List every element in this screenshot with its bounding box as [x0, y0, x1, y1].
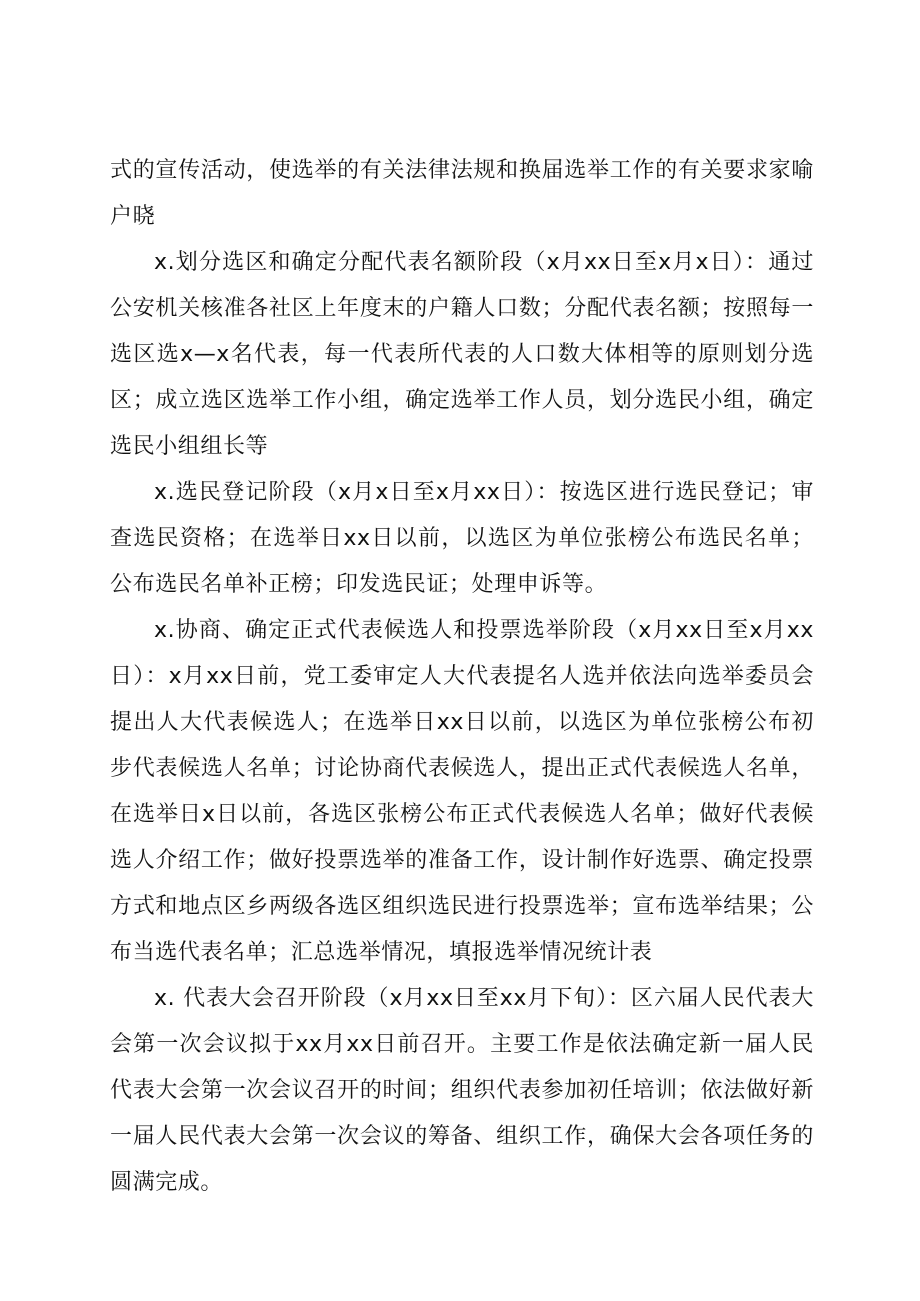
paragraph-stage-congress: x. 代表大会召开阶段（x月xx日至xx月下旬）：区六届人民代表大会第一次会议拟于xx月xx日前召开。主要工作是依法确定新一届人民代表大会第一次会议召开的时间；组织代表参加初任培训；依法做好新一届人民代表大会第一次会议的筹备、组织工作，确保大会各项任务的圆满完成。 — [110, 986, 814, 1195]
paragraph-stage-candidates: x.协商、确定正式代表候选人和投票选举阶段（x月xx日至x月xx日）：x月xx日前，党工委审定人大代表提名人选并依法向选举委员会提出人大代表候选人；在选举日xx日以前，以选区为单位张榜公布初步代表候选人名单；讨论协商代表候选人，提出正式代表候选人名单，在选举日x日以前，各选区张榜公布正式代表候选人名单；做好代表候选人介绍工作；做好投票选举的准备工作，设计制作好选票、确定投票方式和地点区乡两级各选区组织选民进行投票选举；宣布选举结果；公布当选代表名单；汇总选举情况，填报选举情况统计表 — [110, 618, 814, 965]
paragraph-stage-districts: x.划分选区和确定分配代表名额阶段（x月xx日至x月x日）：通过公安机关核准各社区上年度末的户籍人口数；分配代表名额；按照每一选区选x—x名代表，每一代表所代表的人口数大体相等的原则划分选区；成立选区选举工作小组，确定选举工作人员，划分选民小组，确定选民小组组长等 — [110, 250, 814, 459]
paragraph-stage-registration: x.选民登记阶段（x月x日至x月xx日）：按选区进行选民登记；审查选民资格；在选举日xx日以前，以选区为单位张榜公布选民名单；公布选民名单补正榜；印发选民证；处理申诉等。 — [110, 480, 814, 597]
paragraph-continuation: 式的宣传活动，使选举的有关法律法规和换届选举工作的有关要求家喻户晓 — [110, 158, 814, 229]
document-body — [110, 148, 814, 1206]
